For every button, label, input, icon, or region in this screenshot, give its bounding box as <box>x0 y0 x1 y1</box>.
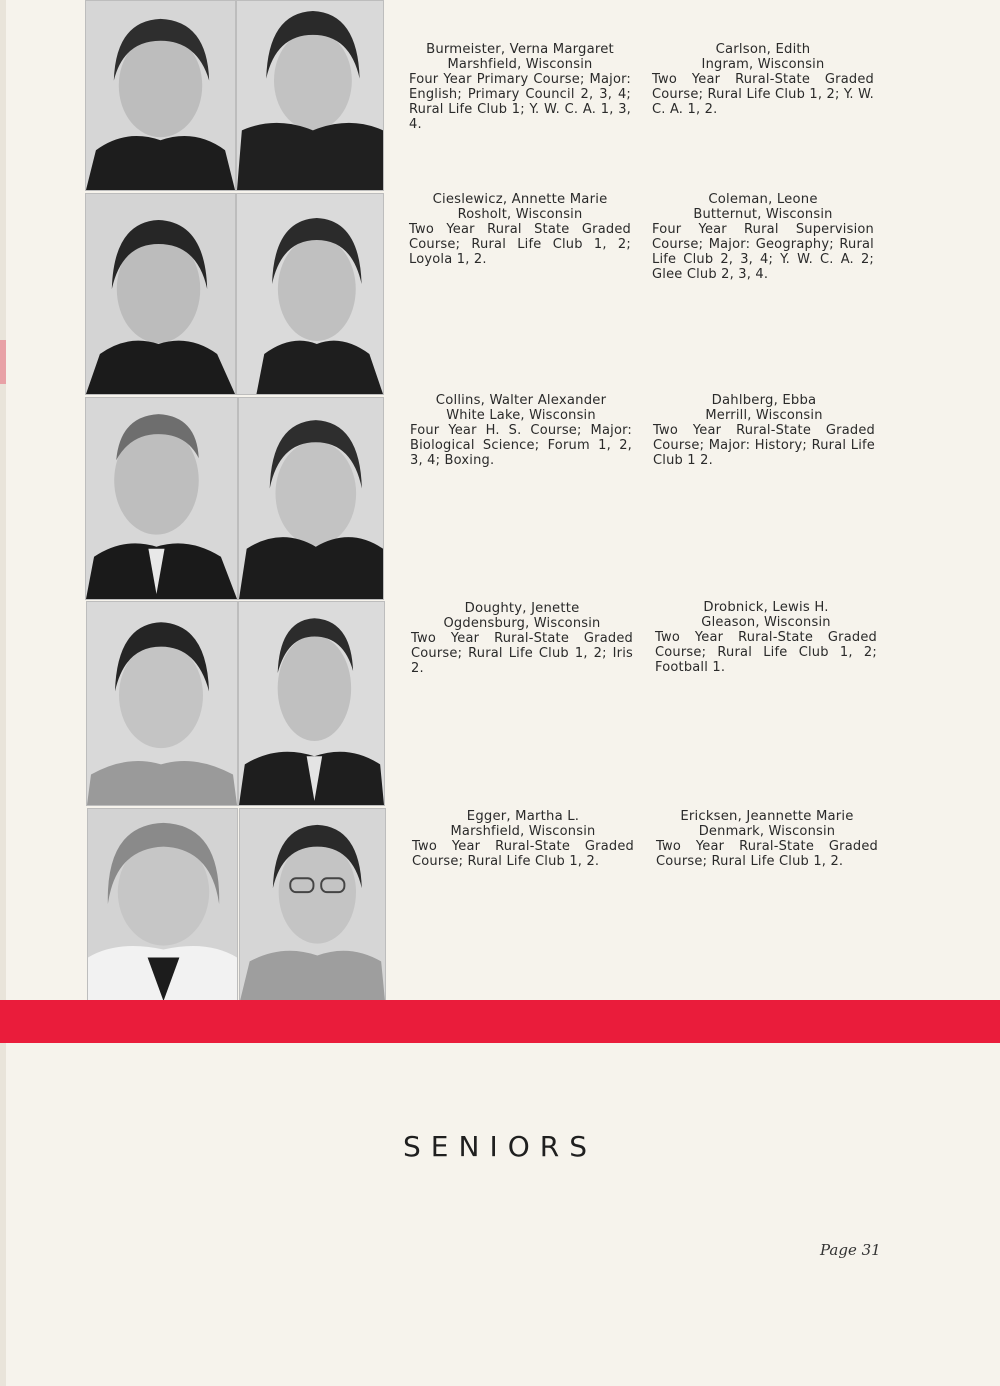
student-details: Two Year Rural-State Graded Course; Major: History; Rural Life Club 1 2. <box>653 423 875 468</box>
entry-collins <box>410 393 632 468</box>
student-details: Four Year H. S. Course; Major: Biological Science; Forum 1, 2, 3, 4; Boxing. <box>410 423 632 468</box>
entry-ericksen <box>656 809 878 869</box>
entry-egger <box>412 809 634 869</box>
student-hometown: White Lake, Wisconsin <box>446 408 596 423</box>
student-name: Collins, Walter Alexander <box>435 393 607 408</box>
student-name: Carlson, Edith <box>715 42 811 57</box>
portrait-coleman <box>236 193 384 395</box>
portrait-drobnick <box>238 601 385 806</box>
portrait-egger <box>87 808 238 1002</box>
student-name: Coleman, Leone <box>708 192 818 207</box>
student-name: Drobnick, Lewis H. <box>703 600 829 615</box>
portrait-burmeister <box>85 0 236 191</box>
student-hometown: Ingram, Wisconsin <box>701 57 825 72</box>
student-hometown: Gleason, Wisconsin <box>701 615 831 630</box>
student-hometown: Denmark, Wisconsin <box>698 824 836 839</box>
page-binding-edge <box>0 0 6 1386</box>
student-name: Ericksen, Jeannette Marie <box>680 809 854 824</box>
entry-doughty <box>411 601 633 676</box>
section-title: SENIORS <box>403 1130 597 1163</box>
entry-coleman <box>652 192 874 282</box>
entry-burmeister <box>409 42 631 132</box>
entry-drobnick <box>655 600 877 675</box>
student-details: Four Year Primary Course; Major: English; Primary Council 2, 3, 4; Rural Life Club 1; Y. W. C. A. 1, 3, 4. <box>409 72 631 132</box>
student-hometown: Rosholt, Wisconsin <box>457 207 583 222</box>
student-details: Two Year Rural-State Graded Course; Rural Life Club 1, 2; Football 1. <box>655 630 877 675</box>
student-details: Two Year Rural-State Graded Course; Rural Life Club 1, 2. <box>412 839 634 869</box>
portrait-dahlberg <box>238 397 384 600</box>
student-name: Egger, Martha L. <box>466 809 580 824</box>
student-hometown: Merrill, Wisconsin <box>705 408 823 423</box>
student-details: Four Year Rural Supervision Course; Major: Geography; Rural Life Club 2, 3, 4; Y. W. C. A. 2; Glee Club 2, 3, 4. <box>652 222 874 282</box>
student-details: Two Year Rural State Graded Course; Rural Life Club 1, 2; Loyola 1, 2. <box>409 222 631 267</box>
student-name: Dahlberg, Ebba <box>711 393 817 408</box>
entry-dahlberg <box>653 393 875 468</box>
student-hometown: Marshfield, Wisconsin <box>447 57 593 72</box>
student-hometown: Ogdensburg, Wisconsin <box>443 616 601 631</box>
student-details: Two Year Rural-State Graded Course; Rural Life Club 1, 2; Iris 2. <box>411 631 633 676</box>
student-name: Doughty, Jenette <box>464 601 580 616</box>
student-details: Two Year Rural-State Graded Course; Rural Life Club 1, 2. <box>656 839 878 869</box>
student-details: Two Year Rural-State Graded Course; Rural Life Club 1, 2; Y. W. C. A. 1, 2. <box>652 72 874 117</box>
entry-cieslewicz <box>409 192 631 267</box>
page-number: Page 31 <box>820 1241 881 1259</box>
portrait-collins <box>85 397 238 600</box>
entry-carlson <box>652 42 874 117</box>
binding-red-mark <box>0 340 6 384</box>
student-hometown: Marshfield, Wisconsin <box>450 824 596 839</box>
portrait-ericksen <box>239 808 386 1002</box>
portrait-carlson <box>236 0 384 191</box>
student-name: Burmeister, Verna Margaret <box>426 42 614 57</box>
student-name: Cieslewicz, Annette Marie <box>432 192 608 207</box>
portrait-cieslewicz <box>85 193 236 395</box>
red-divider-band <box>0 1000 1000 1043</box>
portrait-doughty <box>86 601 238 806</box>
student-hometown: Butternut, Wisconsin <box>693 207 833 222</box>
